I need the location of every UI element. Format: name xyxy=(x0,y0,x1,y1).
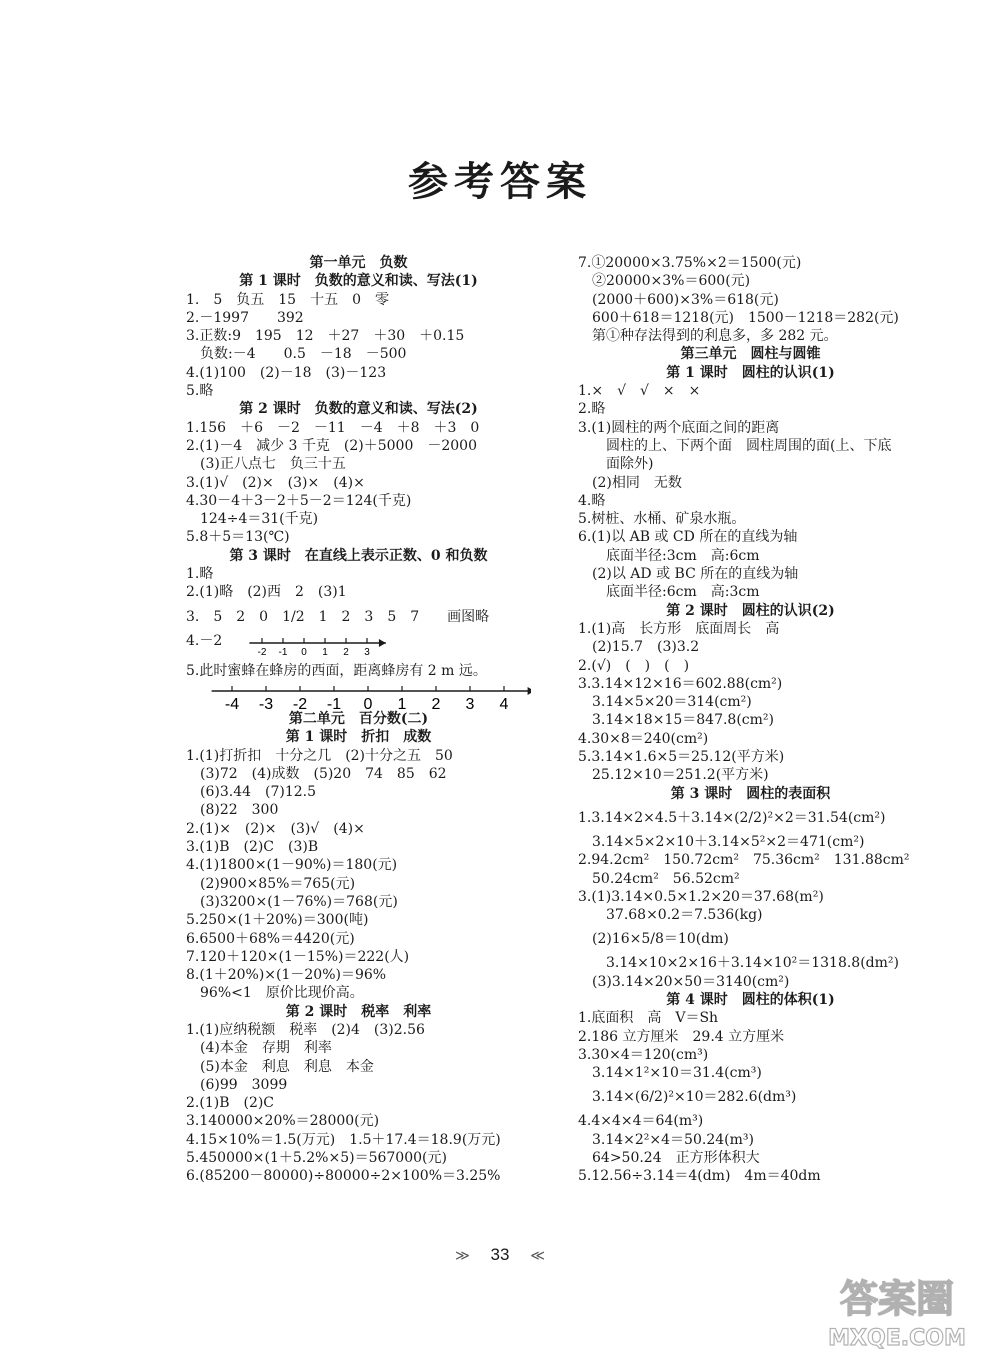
answer-line: 3.14×(6/2)²×10＝282.6(dm³) xyxy=(578,1089,797,1106)
answer-line: 3.正数:9 195 12 ＋27 ＋30 ＋0.15 xyxy=(186,328,465,345)
answer-line: 2.－1997 392 xyxy=(186,309,304,326)
answer-line: (2000＋600)×3%＝618(元) xyxy=(578,291,779,308)
answer-line: 5.略 xyxy=(186,383,214,400)
answer-line: (2)相同 无数 xyxy=(578,474,682,491)
answer-line: 6.(85200－80000)÷80000÷2×100%＝3.25% xyxy=(186,1168,501,1185)
number-line-tick-label: -4 xyxy=(224,695,240,710)
answer-line: 5.树桩、水桶、矿泉水瓶。 xyxy=(578,511,746,528)
answer-line: (6)99 3099 xyxy=(186,1076,288,1093)
answer-line: 37.68×0.2＝7.536(kg) xyxy=(578,907,763,924)
answer-line: 3.(1)√ (2)× (3)× (4)× xyxy=(186,474,365,491)
number-line-tick-label: -1 xyxy=(278,646,288,658)
answer-line: 5.8＋5＝13(℃) xyxy=(186,529,290,546)
answer-line: 6.6500＋68%＝4420(元) xyxy=(186,930,355,947)
number-line-tick-label: 0 xyxy=(301,646,308,658)
answer-line: 5.此时蜜蜂在蜂房的西面，距离蜂房有 2 m 远。 xyxy=(186,662,487,679)
answer-line: 圆柱的上、下两个面 圆柱周围的面(上、下底 xyxy=(578,437,892,454)
answer-line: 负数:－4 0.5 －18 －500 xyxy=(186,346,407,363)
answer-line: 2.(1)略 (2)西 2 (3)1 xyxy=(186,584,347,601)
answer-line: 7.①20000×3.75%×2＝1500(元) xyxy=(578,255,802,271)
answer-line: (3)3.14×20×50＝3140(cm²) xyxy=(578,973,790,990)
answer-line: 3. 5 2 0 1/2 1 2 3 5 7 画图略 xyxy=(186,608,490,625)
watermark-top: 答案圈 xyxy=(839,1277,955,1321)
answer-line: 1.(1)应纳税额 税率 (2)4 (3)2.56 xyxy=(186,1021,425,1038)
answer-line: (3)72 (4)成数 (5)20 74 85 62 xyxy=(186,765,447,782)
answer-line: 1.(1)高 长方形 底面周长 高 xyxy=(578,620,780,637)
answer-line: 底面半径:6cm 高:3cm xyxy=(578,584,760,601)
answer-line: 4.30×8＝240(cm²) xyxy=(578,730,709,747)
answer-line: (6)3.44 (7)12.5 xyxy=(186,784,317,801)
answer-line xyxy=(186,632,531,662)
answer-line: 3.14×1²×10＝31.4(cm³) xyxy=(578,1065,762,1082)
answer-line: (2)以 AD 或 BC 所在的直线为轴 xyxy=(578,566,799,583)
watermark-logo xyxy=(815,1267,980,1352)
answer-line: 2.186 立方厘米 29.4 立方厘米 xyxy=(578,1028,785,1045)
answer-line: 124÷4＝31(千克) xyxy=(186,511,319,528)
number-line-tick-label: 4 xyxy=(499,695,509,710)
number-line-tick-label: 1 xyxy=(322,646,329,658)
answer-line: 1.略 xyxy=(186,566,214,583)
answer-line: 3.(1)B (2)C (3)B xyxy=(186,839,319,856)
answer-line: 1.3.14×2×4.5＋3.14×(2/2)²×2＝31.54(cm²) xyxy=(578,809,886,826)
answer-line: ②20000×3%＝600(元) xyxy=(578,273,751,290)
section-heading: 第 2 课时 圆柱的认识(2) xyxy=(666,602,835,619)
answer-line: 1.底面积 高 V＝Sh xyxy=(578,1010,719,1027)
page-footer xyxy=(0,1245,1000,1265)
answer-line: 2.94.2cm² 150.72cm² 75.36cm² 131.88cm² xyxy=(578,852,910,869)
answer-line: (2)16×5/8＝10(dm) xyxy=(578,931,729,948)
answer-line: 64>50.24 正方形体积大 xyxy=(578,1150,760,1167)
number-line-tick-label: 0 xyxy=(363,695,373,710)
number-line-small xyxy=(222,632,422,662)
number-line-tick-label: 3 xyxy=(465,695,475,710)
section-heading: 第 1 课时 负数的意义和读、写法(1) xyxy=(239,273,478,290)
number-line-tick-label: -3 xyxy=(258,695,274,710)
answer-line: 96%<1 原价比现价高。 xyxy=(186,985,364,1002)
answer-line: 5.250×(1＋20%)＝300(吨) xyxy=(186,912,369,929)
answer-line: 1. 5 负五 15 十五 0 零 xyxy=(186,291,389,308)
answer-line: 2.(1)× (2)× (3)√ (4)× xyxy=(186,820,365,837)
answer-line: 5.3.14×1.6×5＝25.12(平方米) xyxy=(578,749,785,766)
number-line-arrow-icon xyxy=(528,687,531,695)
number-line-arrow-icon xyxy=(379,639,386,647)
answer-line: (2)15.7 (3)3.2 xyxy=(578,639,700,656)
answer-line: 4.略 xyxy=(578,492,606,509)
answer-line: 600＋618＝1218(元) 1500－1218＝282(元) xyxy=(578,309,899,326)
answer-line: 3.14×18×15＝847.8(cm²) xyxy=(578,712,774,729)
section-heading: 第三单元 圆柱与圆锥 xyxy=(680,346,821,363)
number-line-tick-label: 2 xyxy=(431,695,441,710)
number-line-tick-label: -1 xyxy=(326,695,342,710)
answer-line: 2.略 xyxy=(578,401,606,418)
answer-line: (3)正八点七 负三十五 xyxy=(186,456,346,473)
page-title: 参考答案 xyxy=(408,159,592,205)
answer-line: 4.4×4×4＝64(m³) xyxy=(578,1113,704,1130)
answer-line: 3.14×2²×4＝50.24(m³) xyxy=(578,1131,754,1148)
answer-line: 4.(1)1800×(1－90%)＝180(元) xyxy=(186,857,398,874)
section-heading: 第 2 课时 税率 利率 xyxy=(285,1003,432,1020)
answer-line: 8.(1＋20%)×(1－20%)＝96% xyxy=(186,967,387,984)
section-heading: 第二单元 百分数(二) xyxy=(288,710,429,727)
page-number: 33 xyxy=(490,1245,510,1264)
answer-line: 2.(√) ( ) ( ) xyxy=(578,657,690,674)
answer-line: 1.× √ √ × × xyxy=(578,383,701,400)
answer-line: (4)本金 存期 利率 xyxy=(186,1040,332,1057)
number-line-large xyxy=(186,680,531,710)
answer-line: 5.12.56÷3.14＝4(dm) 4m＝40dm xyxy=(578,1168,821,1185)
section-heading: 第 4 课时 圆柱的体积(1) xyxy=(666,991,835,1008)
left-answer-column xyxy=(186,254,531,1186)
answer-line: 3.14×5×20＝314(cm²) xyxy=(578,694,752,711)
answer-line: (3)3200×(1－76%)＝768(元) xyxy=(186,893,398,910)
answer-line: 底面半径:3cm 高:6cm xyxy=(578,547,760,564)
answer-line: 3.140000×20%＝28000(元) xyxy=(186,1113,380,1130)
number-line-tick-label: 2 xyxy=(343,646,350,658)
answer-line: 3.14×5×2×10＋3.14×5²×2＝471(cm²) xyxy=(578,833,865,850)
section-heading: 第 1 课时 折扣 成数 xyxy=(285,729,432,746)
section-heading: 第一单元 负数 xyxy=(309,255,408,271)
left-arrow-icon: ≪ xyxy=(530,1247,545,1263)
section-heading: 第 1 课时 圆柱的认识(1) xyxy=(666,364,835,381)
answer-line: 25.12×10＝251.2(平方米) xyxy=(578,767,769,784)
number-line-tick-label: -2 xyxy=(257,646,267,658)
answer-line: 3.(1)圆柱的两个底面之间的距离 xyxy=(578,419,780,436)
answer-line: 7.120＋120×(1－15%)＝222(人) xyxy=(186,948,410,965)
answer-line: 1.(1)打折扣 十分之几 (2)十分之五 50 xyxy=(186,747,453,764)
answer-line: 1.156 ＋6 －2 －11 －4 ＋8 ＋3 0 xyxy=(186,419,480,436)
answer-line: 4.15×10%＝1.5(万元) 1.5＋17.4＝18.9(万元) xyxy=(186,1131,501,1148)
section-heading: 第 2 课时 负数的意义和读、写法(2) xyxy=(239,401,478,418)
answer-line: 第①种存法得到的利息多，多 282 元。 xyxy=(578,328,838,345)
answer-text: 4.－2 xyxy=(186,632,223,649)
answer-line: 2.(1)－4 减少 3 千克 (2)＋5000 －2000 xyxy=(186,437,477,454)
answer-line: 3.14×10×2×16＋3.14×10²＝1318.8(dm²) xyxy=(578,955,899,972)
answer-line: 3.30×4＝120(cm³) xyxy=(578,1046,709,1063)
answer-line: 4.(1)100 (2)－18 (3)－123 xyxy=(186,364,387,381)
answer-line: 50.24cm² 56.52cm² xyxy=(578,870,740,887)
section-heading: 第 3 课时 在直线上表示正数、0 和负数 xyxy=(229,547,488,564)
answer-line: (5)本金 利息 利息 本金 xyxy=(186,1058,374,1075)
section-heading: 第 3 课时 圆柱的表面积 xyxy=(670,785,831,802)
answer-line: 面除外) xyxy=(578,456,654,473)
right-arrow-icon: ≫ xyxy=(455,1247,470,1263)
answer-line: (2)900×85%＝765(元) xyxy=(186,875,356,892)
answer-line: 6.(1)以 AB 或 CD 所在的直线为轴 xyxy=(578,529,798,546)
number-line-tick-label: 1 xyxy=(397,695,407,710)
number-line-large-svg xyxy=(186,680,531,710)
number-line-tick-label: 3 xyxy=(364,646,371,658)
number-line-tick-label: -2 xyxy=(292,695,308,710)
answer-line: 5.450000×(1＋5.2%×5)＝567000(元) xyxy=(186,1150,447,1167)
answer-line: 3.3.14×12×16＝602.88(cm²) xyxy=(578,675,783,692)
answer-line: (8)22 300 xyxy=(186,802,279,819)
answer-line: 4.30－4＋3－2＋5－2＝124(千克) xyxy=(186,492,412,509)
watermark-bottom: MXQE.COM xyxy=(828,1326,966,1351)
answer-line: 2.(1)B (2)C xyxy=(186,1095,275,1112)
answer-line: 3.(1)3.14×0.5×1.2×20＝37.68(m²) xyxy=(578,888,824,905)
right-answer-column xyxy=(578,254,923,1186)
